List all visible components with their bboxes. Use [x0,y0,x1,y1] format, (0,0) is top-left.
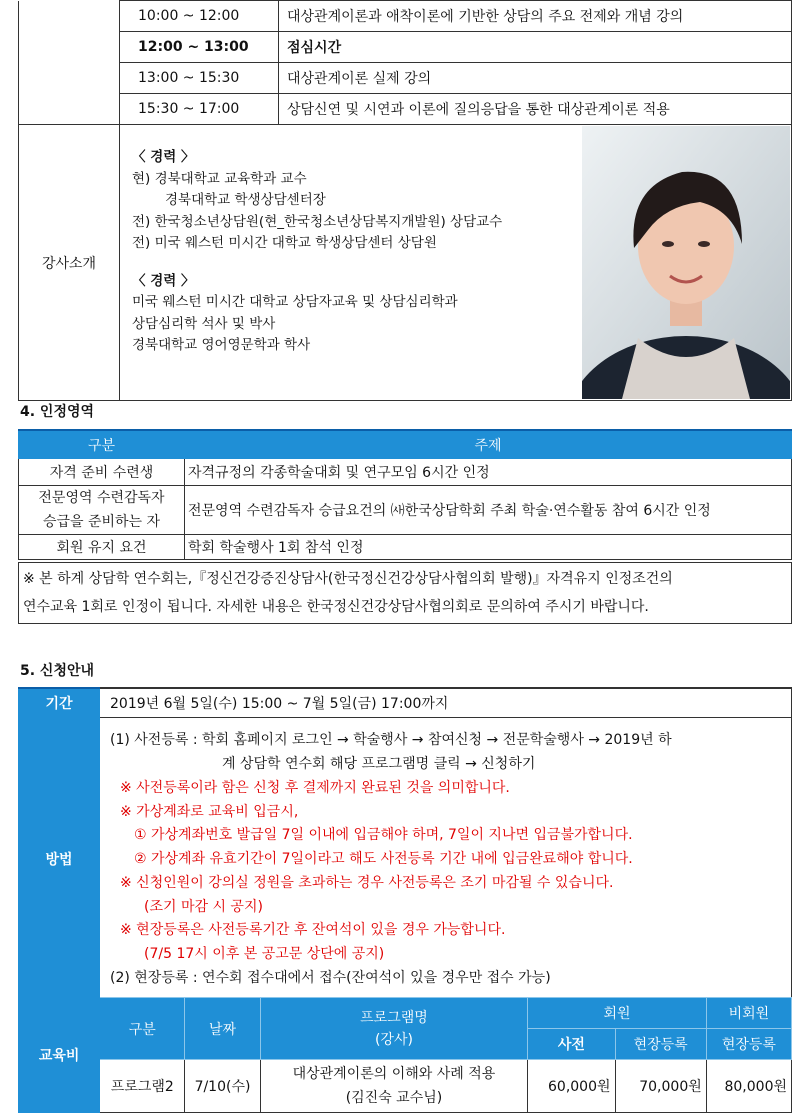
certification-header [19,430,792,459]
method-line: ※ 현장등록은 사전등록기간 후 잔여석이 있을 경우 가능합니다. [120,922,506,939]
section4-title: 4. 인정영역 [20,404,95,420]
education-item: 경북대학교 영어영문학과 학사 [132,337,311,353]
method-line: (7/5 17시 이후 본 공고문 상단에 공지) [144,946,385,963]
schedule-time: 12:00 ~ 13:00 [120,32,279,63]
schedule-time: 10:00 ~ 12:00 [120,1,279,32]
instructor-label: 강사소개 [19,125,120,401]
career-item: 전) 한국청소년상담원(현_한국청소년상담복지개발원) 상담교수 [132,213,503,230]
cert-category: 회원 유지 요건 [19,535,185,560]
fee-date: 7/10(수) [185,1060,260,1113]
schedule-time: 15:30 ~ 17:00 [120,94,279,125]
education-item: 상담심리학 석사 및 박사 [132,315,276,332]
method-line: ※ 신청인원이 강의실 정원을 초과하는 경우 사전등록은 조기 마감될 수 있습니다. [120,874,614,891]
method-line: (조기 마감 시 공지) [144,898,263,915]
instructor-photo [582,126,790,399]
method-line: ① 가상계좌번호 발급일 7일 이내에 입금해야 하며, 7일이 지나면 입금불가합니다. [134,827,633,844]
fee-onsite: 70,000원 [615,1060,706,1113]
fee-header-pre: 사전 [528,1029,615,1060]
fee-header-nonmember: 비회원 [706,998,791,1029]
schedule-desc: 점심시간 [279,32,792,63]
period-value: 2019년 6월 5일(수) 15:00 ~ 7월 5일(금) 17:00까지 [100,688,792,718]
fee-header-member: 회원 [528,998,706,1029]
career-item: 경북대학교 학생상담센터장 [165,192,326,208]
fee-header-program: 프로그램명 (강사) [260,998,528,1060]
method-line: (2) 현장등록 : 연수회 접수대에서 접수(잔여석이 있을 경우만 접수 가능) [110,970,551,987]
method-content [100,718,792,1001]
method-line: (1) 사전등록 : 학회 홈페이지 로그인 → 학술행사 → 참여신청 → 전문학술행사 → 2019년 하 [110,732,672,749]
header-category: 구분 [19,430,185,459]
period-label: 기간 [19,688,100,718]
certification-row [19,486,792,535]
education-heading: 〈 경력 〉 [132,272,195,289]
cert-category: 자격 준비 수련생 [19,459,185,486]
cert-topic: 학회 학술행사 1회 참석 인정 [185,535,792,560]
period-row [19,688,792,718]
schedule-desc: 상담신연 및 시연과 이론에 질의응답을 통한 대상관계이론 적용 [279,94,792,125]
cert-category: 전문영역 수련감독자 승급을 준비하는 자 [19,486,185,535]
section5-title: 5. 신청안내 [20,663,95,679]
fee-program: 대상관계이론의 이해와 사례 적용 (김진숙 교수님) [260,1060,528,1113]
fee-row [19,1060,792,1113]
method-line: ※ 가상계좌로 교육비 입금시, [120,803,299,820]
fee-header-onsite: 현장등록 [615,1029,706,1060]
method-label: 방법 [19,718,100,1001]
schedule-desc: 대상관계이론과 애착이론에 기반한 상담의 주요 전제와 개념 강의 [279,1,792,32]
method-line: ※ 사전등록이라 함은 신청 후 결제까지 완료된 것을 의미합니다. [120,779,510,796]
fee-nonmember: 80,000원 [706,1060,791,1113]
method-line: 계 상담학 연수회 해당 프로그램명 클릭 → 신청하기 [222,755,536,772]
schedule-desc: 대상관계이론 실제 강의 [279,63,792,94]
fee-category: 프로그램2 [100,1060,185,1113]
instructor-cell [120,125,792,401]
cert-topic: 전문영역 수련감독자 승급요건의 ㈔한국상담학회 주최 학술·연수활동 참여 6시간 인정 [185,486,792,535]
career-item: 현) 경북대학교 교육학과 교수 [132,170,307,187]
instructor-row [19,125,792,401]
schedule-time: 13:00 ~ 15:30 [120,63,279,94]
application-table [18,687,792,1001]
certification-table [18,429,792,560]
career-item: 전) 미국 웨스턴 미시간 대학교 학생상담센터 상담원 [132,235,437,251]
schedule-row [19,1,792,32]
fee-header-onsite-nonmember: 현장등록 [706,1029,791,1060]
method-line: ② 가상계좌 유효기간이 7일이라고 해도 사전등록 기간 내에 입금완료해야 합니다. [134,851,633,868]
certification-row [19,535,792,560]
fee-header-date: 날짜 [185,998,260,1060]
schedule-row [19,32,792,63]
education-item: 미국 웨스턴 미시간 대학교 상담자교육 및 상담심리학과 [132,294,458,310]
fee-label: 교육비 [19,998,100,1113]
certification-note: ※ 본 하계 상담학 연수회는,『정신건강증진상담사(한국정신건강상담사협의회 발행)』자격유지 인정조건의 연수교육 1회로 인정이 됩니다. 자세한 내용은 한국정신건강상담사협의회로 문의하여 주시기 바랍니다. [18,562,792,624]
fee-header-category: 구분 [100,998,185,1060]
fee-pre: 60,000원 [528,1060,615,1113]
fee-table [18,997,792,1113]
method-row [19,718,792,1001]
schedule-table [18,0,792,401]
schedule-row [19,94,792,125]
certification-row [19,459,792,486]
career-heading: 〈 경력 〉 [132,149,195,165]
cert-topic: 자격규정의 각종학술대회 및 연구모임 6시간 인정 [185,459,792,486]
schedule-row [19,63,792,94]
header-topic: 주제 [185,430,792,459]
